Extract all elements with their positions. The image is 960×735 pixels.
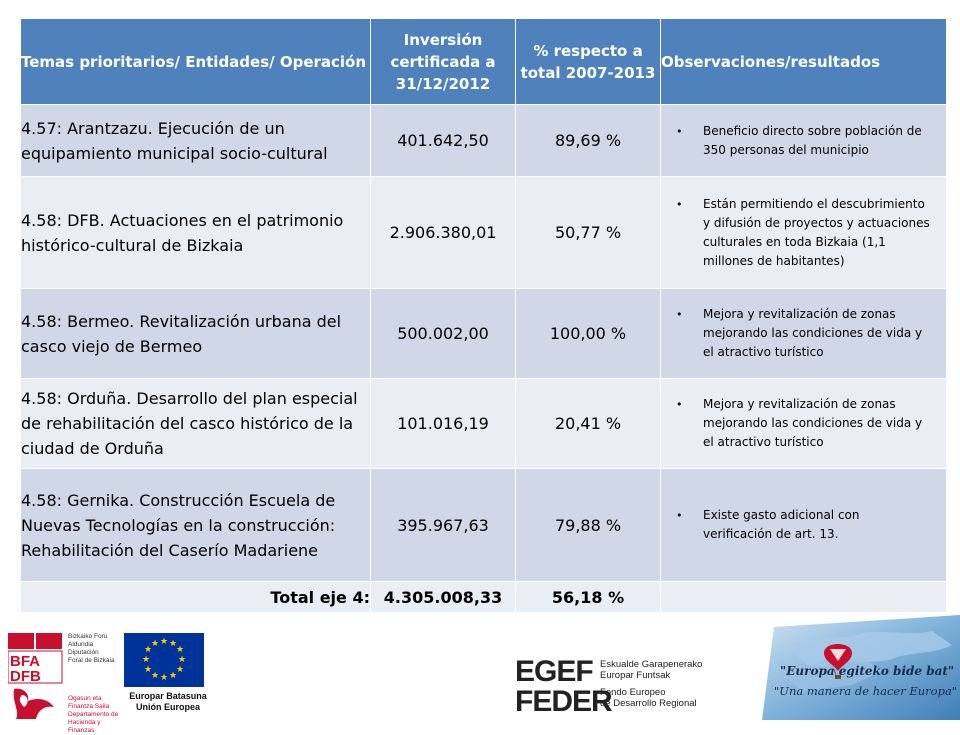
slogan-basque: "Europa egiteko bide bat" bbox=[780, 664, 955, 678]
eu-label bbox=[122, 691, 214, 713]
bfa-emblem-icon bbox=[8, 633, 64, 719]
header-percent: % respecto a total 2007-2013 bbox=[516, 19, 661, 105]
egef-description bbox=[600, 659, 702, 709]
footer bbox=[0, 615, 960, 734]
row-observation-cell bbox=[661, 379, 947, 469]
bullet-icon: • bbox=[676, 124, 683, 138]
svg-text:★: ★ bbox=[143, 665, 153, 675]
svg-text:★: ★ bbox=[175, 665, 185, 675]
table-row bbox=[21, 469, 947, 582]
bullet-icon: • bbox=[676, 509, 683, 522]
bfa-dfb-logo bbox=[8, 633, 119, 734]
row-observation-cell bbox=[661, 289, 947, 379]
svg-text:★: ★ bbox=[177, 655, 187, 665]
svg-text:★: ★ bbox=[150, 639, 160, 649]
observation-text: Mejora y revitalización de zonas mejorando las condiciones de vida y el atractivo turístico bbox=[703, 307, 923, 359]
bfa-dept-line: Departamento de bbox=[68, 711, 119, 718]
table-header-row bbox=[21, 19, 947, 105]
svg-text:★: ★ bbox=[159, 637, 169, 647]
total-empty-cell bbox=[661, 582, 947, 613]
table-row bbox=[21, 105, 947, 177]
investment-table bbox=[20, 18, 947, 613]
row-observation-cell bbox=[661, 105, 947, 177]
table-row bbox=[21, 289, 947, 379]
row-amount: 401.642,50 bbox=[371, 105, 516, 177]
bfa-line: Bizkaiko Foru bbox=[68, 633, 108, 640]
row-percent: 50,77 % bbox=[516, 177, 661, 289]
svg-text:★: ★ bbox=[143, 645, 153, 655]
slogan-banner bbox=[762, 615, 960, 720]
row-theme: 4.58: Gernika. Construcción Escuela de Nuevas Tecnologías en la construcción: Rehabilitación del Caserío Madariene bbox=[21, 469, 371, 582]
eu-label-basque: Europar Batasuna bbox=[129, 691, 207, 701]
observation-item bbox=[676, 395, 932, 452]
total-label: Total eje 4: bbox=[21, 582, 371, 613]
egef-desc-line: Fondo Europeo bbox=[600, 687, 666, 698]
observation-item bbox=[676, 195, 932, 271]
svg-text:★: ★ bbox=[159, 673, 169, 683]
egef-wordmark bbox=[515, 657, 612, 717]
header-observations: Observaciones/resultados bbox=[661, 19, 947, 105]
bfa-dept-line: Finantza Saila bbox=[68, 703, 110, 710]
row-percent: 89,69 % bbox=[516, 105, 661, 177]
observation-text: Beneficio directo sobre población de 350 personas del municipio bbox=[703, 123, 922, 157]
total-percent: 56,18 % bbox=[516, 582, 661, 613]
row-theme: 4.58: Bermeo. Revitalización urbana del casco viejo de Bermeo bbox=[21, 289, 371, 379]
total-amount: 4.305.008,33 bbox=[371, 582, 516, 613]
header-theme: Temas prioritarios/ Entidades/ Operación bbox=[21, 19, 371, 105]
bfa-dept-line: Hacienda y Finanzas bbox=[68, 719, 101, 734]
bullet-icon: • bbox=[676, 308, 683, 321]
svg-text:★: ★ bbox=[168, 639, 178, 649]
bfa-line: Foral de Bizkaia bbox=[68, 657, 115, 664]
row-theme: 4.58: Orduña. Desarrollo del plan especial de rehabilitación del casco histórico de la ciudad de Orduña bbox=[21, 379, 371, 469]
table-row bbox=[21, 379, 947, 469]
bfa-line: Aldundia bbox=[68, 641, 94, 648]
row-observation-cell bbox=[661, 177, 947, 289]
observation-item bbox=[676, 305, 932, 362]
eu-flag-icon bbox=[124, 633, 204, 687]
svg-text:★: ★ bbox=[175, 645, 185, 655]
egef-desc-line: de Desarrollo Regional bbox=[600, 698, 697, 709]
row-amount: 2.906.380,01 bbox=[371, 177, 516, 289]
bfa-line: Diputación bbox=[68, 649, 99, 656]
svg-text:★: ★ bbox=[141, 655, 151, 665]
row-theme: 4.58: DFB. Actuaciones en el patrimonio histórico-cultural de Bizkaia bbox=[21, 177, 371, 289]
table-row bbox=[21, 177, 947, 289]
slogan-spanish: "Una manera de hacer Europa" bbox=[774, 684, 958, 698]
svg-text:★: ★ bbox=[168, 671, 178, 681]
row-amount: 500.002,00 bbox=[371, 289, 516, 379]
europe-map-banner-icon bbox=[762, 615, 960, 720]
row-amount: 395.967,63 bbox=[371, 469, 516, 582]
bfa-dept-line: Ogasun eta bbox=[68, 695, 102, 702]
observation-text: Existe gasto adicional con verificación de art. 13. bbox=[703, 508, 860, 541]
egef-desc-line: Europar Funtsak bbox=[600, 670, 671, 681]
dfb-letters: DFB bbox=[10, 668, 41, 685]
row-observation-cell bbox=[661, 469, 947, 582]
row-percent: 79,88 % bbox=[516, 469, 661, 582]
egef-feder-logo bbox=[515, 657, 755, 717]
bfa-letters: BFA bbox=[10, 653, 40, 670]
observation-text: Mejora y revitalización de zonas mejorando las condiciones de vida y el atractivo turístico bbox=[703, 397, 923, 449]
row-amount: 101.016,19 bbox=[371, 379, 516, 469]
observation-item bbox=[676, 122, 932, 160]
observation-item bbox=[676, 506, 932, 544]
eu-label-spanish: Unión Europea bbox=[135, 702, 200, 712]
eu-logo bbox=[122, 633, 210, 719]
egef-text: EGEF bbox=[515, 655, 593, 688]
svg-text:★: ★ bbox=[150, 671, 160, 681]
bullet-icon: • bbox=[676, 398, 683, 411]
observation-text: Están permitiendo el descubrimiento y difusión de proyectos y actuaciones culturales en toda Bizkaia (1,1 millones de habitantes) bbox=[703, 196, 930, 268]
bullet-icon: • bbox=[676, 197, 683, 211]
total-row bbox=[21, 582, 947, 613]
row-percent: 100,00 % bbox=[516, 289, 661, 379]
feder-text: FEDER bbox=[515, 685, 612, 718]
row-percent: 20,41 % bbox=[516, 379, 661, 469]
egef-desc-line: Eskualde Garapenerako bbox=[600, 659, 703, 670]
header-investment: Inversión certificada a 31/12/2012 bbox=[371, 19, 516, 105]
row-theme: 4.57: Arantzazu. Ejecución de un equipamiento municipal socio-cultural bbox=[21, 105, 371, 177]
